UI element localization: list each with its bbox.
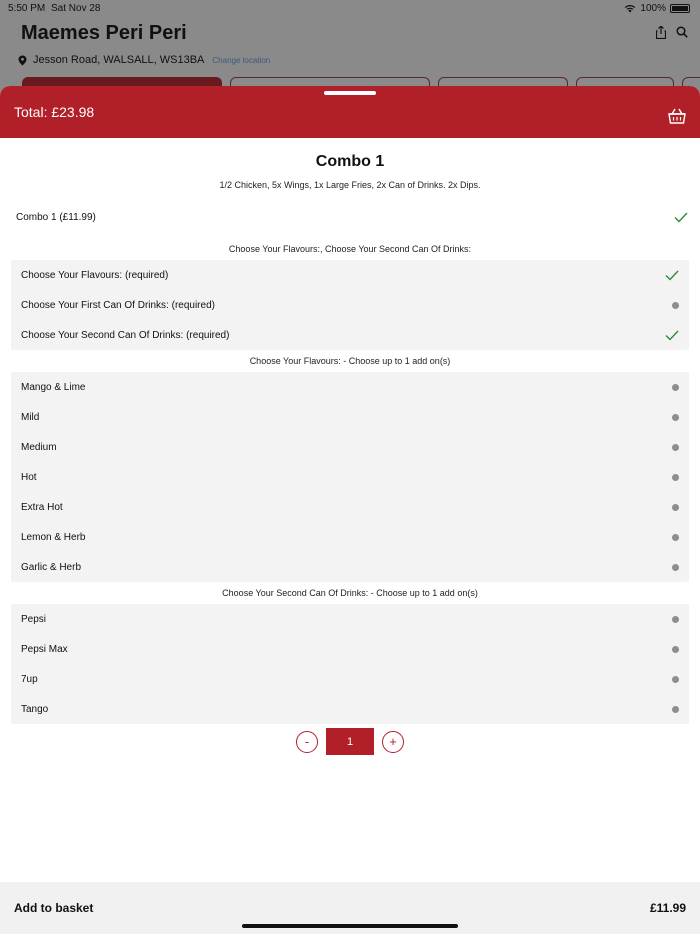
- flavour-option[interactable]: [11, 402, 689, 432]
- drink-option[interactable]: [11, 694, 689, 724]
- flavour-label: Garlic & Herb: [21, 561, 82, 573]
- check-icon: [665, 270, 679, 281]
- radio-dot-icon: [672, 706, 679, 713]
- sheet-grabber[interactable]: [324, 91, 376, 95]
- flavour-option[interactable]: [11, 492, 689, 522]
- flavour-label: Lemon & Herb: [21, 531, 86, 543]
- change-location-link[interactable]: Change location: [212, 55, 271, 65]
- add-to-basket-label: Add to basket: [14, 901, 94, 915]
- radio-dot-icon: [672, 646, 679, 653]
- basket-icon[interactable]: [668, 108, 686, 124]
- check-icon: [674, 212, 688, 223]
- product-description: 1/2 Chicken, 5x Wings, 1x Large Fries, 2x Can of Drinks. 2x Dips.: [219, 180, 481, 190]
- search-icon[interactable]: [676, 26, 688, 38]
- status-time: 5:50 PM: [8, 3, 46, 14]
- battery-icon: [670, 4, 690, 13]
- requirement-row[interactable]: [11, 320, 689, 350]
- quantity-value[interactable]: 1: [326, 728, 374, 755]
- radio-dot-icon: [672, 444, 679, 451]
- restaurant-title: Maemes Peri Peri: [21, 22, 187, 44]
- main-option-row[interactable]: [0, 202, 700, 232]
- flavour-label: Mild: [21, 411, 40, 423]
- flavours-list: [11, 372, 689, 582]
- flavours-heading: Choose Your Flavours: - Choose up to 1 add on(s): [249, 356, 451, 366]
- drinks-list: [11, 604, 689, 724]
- location-bar: [18, 54, 270, 66]
- requirement-row[interactable]: [11, 260, 689, 290]
- status-bar: [0, 3, 700, 17]
- product-title: Combo 1: [315, 153, 385, 170]
- increase-quantity-button[interactable]: +: [382, 731, 404, 753]
- requirement-row[interactable]: [11, 290, 689, 320]
- flavour-option[interactable]: [11, 462, 689, 492]
- basket-total: Total: £23.98: [14, 104, 95, 120]
- decrease-quantity-button[interactable]: -: [296, 731, 318, 753]
- radio-dot-icon: [672, 414, 679, 421]
- requirement-label: Choose Your Second Can Of Drinks: (required): [21, 329, 230, 341]
- drink-label: Pepsi Max: [21, 643, 68, 655]
- check-icon: [665, 330, 679, 341]
- flavour-option[interactable]: [11, 372, 689, 402]
- sheet-header: [0, 86, 700, 138]
- radio-dot-icon: [672, 676, 679, 683]
- status-date: Sat Nov 28: [51, 3, 101, 14]
- requirements-list: [11, 260, 689, 350]
- radio-dot-icon: [672, 534, 679, 541]
- home-indicator: [242, 924, 458, 928]
- drink-label: 7up: [21, 673, 38, 685]
- status-dot-icon: [672, 302, 679, 309]
- drink-label: Pepsi: [21, 613, 47, 625]
- share-icon[interactable]: [656, 26, 666, 39]
- main-option-label: Combo 1 (£11.99): [16, 211, 96, 223]
- flavour-label: Medium: [21, 441, 57, 453]
- radio-dot-icon: [672, 616, 679, 623]
- drinks-heading: Choose Your Second Can Of Drinks: - Choose up to 1 add on(s): [222, 588, 478, 598]
- flavour-option[interactable]: [11, 552, 689, 582]
- add-to-basket-price: £11.99: [649, 901, 686, 915]
- drink-option[interactable]: [11, 634, 689, 664]
- radio-dot-icon: [672, 384, 679, 391]
- drink-option[interactable]: [11, 604, 689, 634]
- wifi-icon: [624, 4, 636, 13]
- radio-dot-icon: [672, 474, 679, 481]
- flavour-label: Mango & Lime: [21, 381, 86, 393]
- drink-option[interactable]: [11, 664, 689, 694]
- radio-dot-icon: [672, 564, 679, 571]
- product-sheet: [0, 86, 700, 934]
- flavour-option[interactable]: [11, 522, 689, 552]
- flavour-label: Extra Hot: [21, 501, 63, 513]
- requirement-label: Choose Your First Can Of Drinks: (required): [21, 299, 215, 311]
- requirement-label: Choose Your Flavours: (required): [21, 269, 169, 281]
- location-pin-icon: [18, 55, 27, 66]
- location-text: Jesson Road, WALSALL, WS13BA: [33, 54, 205, 66]
- flavour-option[interactable]: [11, 432, 689, 462]
- radio-dot-icon: [672, 504, 679, 511]
- flavour-label: Hot: [21, 471, 37, 483]
- quantity-stepper: [0, 728, 700, 755]
- drink-label: Tango: [21, 703, 49, 715]
- requirements-heading: Choose Your Flavours:, Choose Your Second Can Of Drinks:: [228, 244, 472, 254]
- battery-percent: 100%: [640, 3, 666, 14]
